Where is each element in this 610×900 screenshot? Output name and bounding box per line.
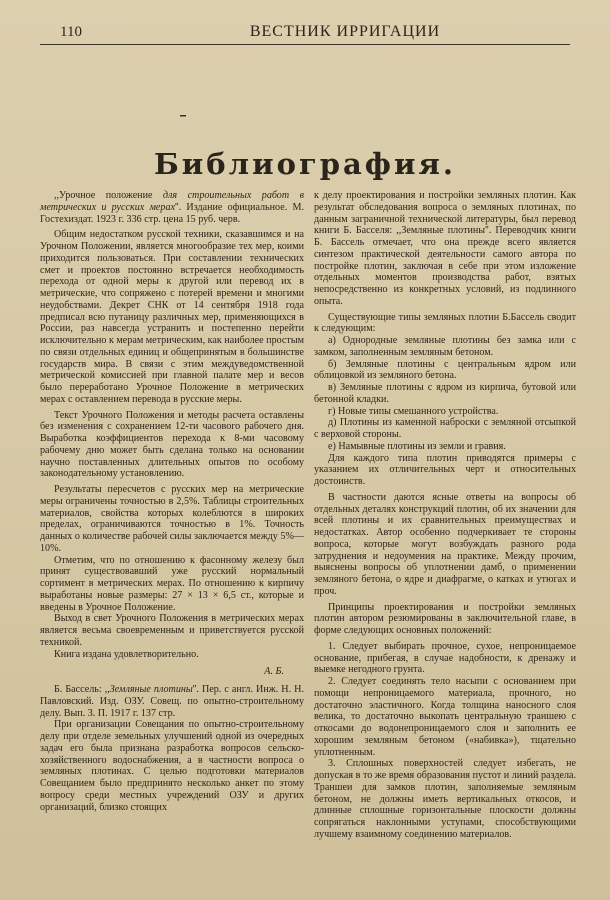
dam-type-item: г) Новые типы смешанного устройства. [328, 405, 499, 417]
dam-type-item: д) Плотины из каменной наброски с земляной отсыпкой с верховой стороны. [314, 417, 576, 440]
principle-item: 3. Сплошных поверхностей следует избегать, не допуская в то же время образования пустот и линий раздела. Траншеи для замков плотин, заполняемые земляным бетоном, не должны иметь вертикальных откосов, и длинные сплошные горизонтальные плоскости должны сопрягаться наклонными уступами, способствующими лучшему взаимному соединению материалов. [314, 758, 576, 840]
paragraph: Принципы проектирования и постройки земляных плотин автором резюмированы в заключительной главе, в форме следующих основных положений: [314, 601, 576, 636]
dam-type-item: в) Земляные плотины с ядром из кирпича, бутовой или бетонной кладки. [314, 382, 576, 405]
journal-title: ВЕСТНИК ИРРИГАЦИИ [249, 23, 441, 40]
left-column [40, 190, 304, 813]
paragraph: В частности даются ясные ответы на вопросы об отдельных деталях конструкций плотин, об их значении для всей плотины и их сравнительных преимуществах и недостатках. Автор особенно подчеркивает те стороны вопроса, которые могут возбуждать разного рода затруднения и недоумения на практике. Между прочим, выяснены вопросы об уплотнении дамб, о применении земляного бетона, о ядре и диафрагме, о катках и утюгах и проч. [314, 491, 576, 597]
paragraph: Общим недостатком русской техники, сказавшимся и на Урочном Положении, является многообразие тех мер, коими приходится пользоваться. При составлении технических смет и проектов постоянно встречается необходимость перехода от одной меры к другой или перевод их в метрические, что сопряжено с потерей времени и многими неудобствами. Декрет СНК от 14 сентября 1918 года предписал всю путаницу различных мер, применяющихся в России, раз навсегда устранить и постепенно перейти исключительно к мерам метрическим, как наиболее простым по связи отдельных единиц и общепринятым в большинстве государств мира. В связи с этим междуведомственной метрической комиссией при главной палате мер и весов было переработано Урочное Положение в метрических мерах с оставлением перевода в русские меры. [40, 229, 304, 405]
paragraph: Существующие типы земляных плотин Б.Бассель сводит к следующим: [314, 311, 576, 335]
right-column [314, 190, 576, 841]
paragraph: Текст Урочного Положения и методы расчета оставлены без изменения с сохранением 12-ти часового рабочего дня. Выработка коэффициентов перехода к 8-ми часовому рабочему дню может быть сделана только на основании научно поставленных длительных опытов по особому законодательному установлению. [40, 409, 304, 480]
paragraph: Результаты пересчетов с русских мер на метрические меры ограничены точностью в 2,5%. Таблицы строительных материалов, свойства которых колеблются в широких пределах, ограничиваются точностью в 1%. Точность данных о количестве рабочей силы заключается между 5%—10%. [40, 484, 304, 554]
dam-type-item: е) Намывные плотины из земли и гравия. [328, 440, 506, 452]
principle-item: 2. Следует соединять тело насыпи с основанием при помощи непроницаемого материала, прочного, но достаточно эластичного. Когда толщина наносного слоя велика, то достаточно выкопать центральную траншею с откосами до водонепроницаемого слоя и заполнить ее хорошим земляным бетоном («набивка»), тщательно уплотненным. [314, 676, 576, 758]
dam-type-item: б) Земляные плотины с центральным ядром или облицовкой из земляного бетона. [314, 358, 576, 382]
paragraph: Выход в свет Урочного Положения в метрических мерах является весьма своевременным и приветствуется русской техникой. [40, 613, 304, 648]
running-head [40, 22, 570, 45]
section-title: Библиография. [154, 147, 456, 181]
review-signature: А. Б. [264, 666, 284, 678]
paragraph: Книга издана удовлетворительно. [54, 648, 199, 660]
review2-citation: Б. Бассель: ,,Земляные плотины''. Пер. с англ. Инж. Н. Н. Павловский. Изд. ОЗУ. Совещ. по опытно-строительному делу. Вып. 3. П. 1917 г. 137 стр. [40, 684, 304, 719]
review1-citation: ,,Урочное положение для строительных работ в метрических и русских мерах''. Издание официальное. М. Гостехиздат. 1923 г. 336 стр. цена 15 руб. черв. [40, 190, 304, 225]
page-number: 110 [60, 24, 82, 40]
principle-item: 1. Следует выбирать прочное, сухое, непроницаемое основание, прибегая, в случае надобности, к дренажу и выемке негодного грунта. [314, 640, 576, 676]
paragraph: Отметим, что по отношению к фасонному железу был принят существовавший уже русский нормальный сортимент в метрических мерах. По отношению к кирпичу выработаны новые размеры: 27 × 13 × 6,5 ст., которые и введены в Урочное Положение. [40, 554, 304, 613]
stray-mark [180, 115, 188, 117]
paragraph: Для каждого типа плотин приводятся примеры с указанием их отличительных черт и относительных достоинств. [314, 452, 576, 487]
paragraph: к делу проектирования и постройки земляных плотин. Как результат обследования вопроса о земляных плотинах, по данным заграничной технической литературы, был перевод книги Б. Басселя: ,,Земляные плотины''. Переводчик книги Б. Бассель отмечает, что она прежде всего является синтезом практической деятельности самого автора по постройке плотин, заключая в себе при этом изложение отдельных моментов производства работ, взятых непосредственно из конкретных условий, из подлинного опыта. [314, 190, 576, 307]
dam-type-item: а) Однородные земляные плотины без замка или с замком, заполненным земляным бетоном. [314, 335, 576, 358]
paragraph: При организации Совещания по опытно-строительному делу при отделе земельных улучшений одной из очередных задач его была признана разработка вопросов сельско-хозяйственного водоснабжения, а в частности вопроса о земляных плотинах. С целью подготовки материалов Совещанием было предпринято несколько анкет по этому вопросу среди местных учреждений ОЗУ и других организаций, близко стоящих [40, 719, 304, 813]
